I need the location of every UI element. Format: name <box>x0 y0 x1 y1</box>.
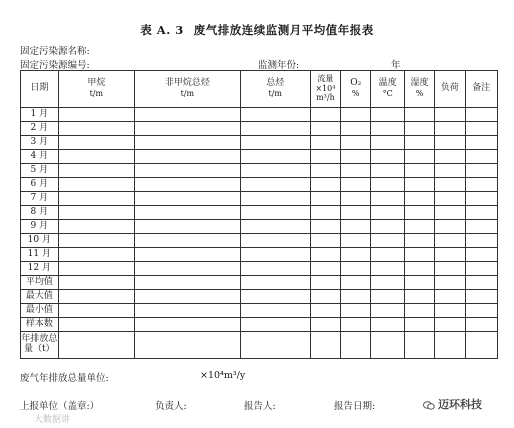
table-cell <box>435 164 465 178</box>
row-label: 平均值 <box>21 276 59 290</box>
annual-total-line <box>20 370 500 384</box>
table-cell <box>341 220 371 234</box>
col-header-3 <box>240 71 310 108</box>
row-label: 年排放总量（t） <box>21 332 59 359</box>
table-cell <box>58 206 134 220</box>
table-code: 表 A. 3 <box>140 23 184 37</box>
col-header-text: 负荷 <box>440 83 459 94</box>
table-cell <box>240 192 310 206</box>
col-header-text: O₂ <box>350 78 362 89</box>
table-cell <box>465 206 497 220</box>
table-cell <box>371 234 404 248</box>
row-label: 10 月 <box>21 234 59 248</box>
table-cell <box>465 108 497 122</box>
table-cell <box>341 206 371 220</box>
table-row <box>21 262 498 276</box>
table-cell <box>310 262 340 276</box>
table-cell <box>135 262 241 276</box>
table-cell <box>58 136 134 150</box>
col-header-text: 总烃 <box>266 78 285 89</box>
table-cell <box>240 276 310 290</box>
source-name-label: 固定污染源名称: <box>20 46 90 57</box>
table-cell <box>135 122 241 136</box>
table-cell <box>371 178 404 192</box>
row-label: 4 月 <box>21 150 59 164</box>
table-cell <box>240 290 310 304</box>
year-suffix: 年 <box>391 60 401 71</box>
table-cell <box>404 220 434 234</box>
table-row <box>21 108 498 122</box>
table-cell <box>404 234 434 248</box>
table-cell <box>310 150 340 164</box>
table-cell <box>371 136 404 150</box>
table-cell <box>135 206 241 220</box>
table-cell <box>465 262 497 276</box>
table-row <box>21 290 498 304</box>
table-cell <box>341 136 371 150</box>
table-cell <box>240 122 310 136</box>
col-header-5 <box>341 71 371 108</box>
col-header-unit: t/m <box>180 89 195 99</box>
col-header-text: 备注 <box>472 83 491 94</box>
table-cell <box>135 248 241 262</box>
table-cell <box>240 164 310 178</box>
table-row <box>21 234 498 248</box>
table-cell <box>435 206 465 220</box>
table-row <box>21 248 498 262</box>
row-label: 3 月 <box>21 136 59 150</box>
table-cell <box>341 262 371 276</box>
table-row <box>21 136 498 150</box>
table-cell <box>341 164 371 178</box>
table-row <box>21 318 498 332</box>
table-cell <box>135 290 241 304</box>
table-cell <box>58 276 134 290</box>
table-cell <box>435 192 465 206</box>
watermark-right-text: 迈环科技 <box>438 398 482 411</box>
table-cell <box>465 290 497 304</box>
table-cell <box>465 220 497 234</box>
table-cell <box>435 318 465 332</box>
table-cell <box>371 206 404 220</box>
table-cell <box>435 150 465 164</box>
table-cell <box>135 164 241 178</box>
annual-total-unit: ×10⁴m³/y <box>200 370 246 381</box>
row-label: 最大值 <box>21 290 59 304</box>
table-cell <box>435 276 465 290</box>
table-cell <box>341 192 371 206</box>
col-header-6 <box>371 71 404 108</box>
table-row <box>21 150 498 164</box>
table-cell <box>465 318 497 332</box>
col-header-text: 日期 <box>30 83 49 94</box>
report-title <box>0 22 514 38</box>
row-label: 11 月 <box>21 248 59 262</box>
table-cell <box>341 178 371 192</box>
table-cell <box>135 108 241 122</box>
table-cell <box>310 122 340 136</box>
table-cell <box>404 332 434 359</box>
row-label: 2 月 <box>21 122 59 136</box>
table-cell <box>58 234 134 248</box>
table-cell <box>371 164 404 178</box>
table-cell <box>240 304 310 318</box>
col-header-0 <box>21 71 59 108</box>
table-cell <box>465 136 497 150</box>
table-cell <box>58 248 134 262</box>
wechat-icon <box>423 401 435 410</box>
table-cell <box>465 150 497 164</box>
table-cell <box>404 192 434 206</box>
watermark-left <box>34 412 70 425</box>
table-cell <box>404 164 434 178</box>
table-cell <box>310 304 340 318</box>
table-cell <box>58 304 134 318</box>
annual-total-label: 废气年排放总量单位: <box>20 373 109 384</box>
table-cell <box>310 178 340 192</box>
table-cell <box>58 178 134 192</box>
table-cell <box>240 150 310 164</box>
row-label: 1 月 <box>21 108 59 122</box>
table-cell <box>435 262 465 276</box>
table-header-row <box>21 71 498 108</box>
table-cell <box>371 290 404 304</box>
source-id-label: 固定污染源编号: <box>20 60 90 71</box>
table-cell <box>310 248 340 262</box>
table-cell <box>135 332 241 359</box>
col-header-text: 非甲烷总烃 <box>164 78 210 89</box>
table-cell <box>310 332 340 359</box>
source-id-line <box>20 57 500 71</box>
responsible-label: 负责人: <box>155 401 187 412</box>
table-cell <box>435 122 465 136</box>
table-cell <box>135 304 241 318</box>
table-cell <box>135 220 241 234</box>
table-cell <box>135 276 241 290</box>
table-cell <box>435 220 465 234</box>
table-cell <box>435 178 465 192</box>
table-cell <box>371 332 404 359</box>
col-header-9 <box>465 71 497 108</box>
table-cell <box>310 136 340 150</box>
table-cell <box>310 318 340 332</box>
table-cell <box>135 150 241 164</box>
table-cell <box>465 304 497 318</box>
table-cell <box>58 192 134 206</box>
report-unit-label: 上报单位（盖章:） <box>20 401 100 412</box>
table-cell <box>58 122 134 136</box>
table-cell <box>341 150 371 164</box>
table-row <box>21 276 498 290</box>
table-cell <box>58 108 134 122</box>
watermark-left-text: 大数据讲 <box>34 415 71 425</box>
table-cell <box>404 318 434 332</box>
table-cell <box>240 248 310 262</box>
table-cell <box>135 318 241 332</box>
table-cell <box>404 290 434 304</box>
table-cell <box>404 178 434 192</box>
table-cell <box>240 332 310 359</box>
table-cell <box>404 248 434 262</box>
col-header-7 <box>404 71 434 108</box>
table-cell <box>58 318 134 332</box>
table-cell <box>58 164 134 178</box>
monitor-year-label: 监测年份: <box>258 60 300 71</box>
table-cell <box>240 136 310 150</box>
table-cell <box>404 206 434 220</box>
table-row <box>21 178 498 192</box>
col-header-unit: % <box>415 89 424 99</box>
table-cell <box>465 276 497 290</box>
col-header-unit: t/m <box>89 89 104 99</box>
table-cell <box>341 318 371 332</box>
table-cell <box>341 304 371 318</box>
row-label: 5 月 <box>21 164 59 178</box>
row-label: 6 月 <box>21 178 59 192</box>
table-row <box>21 164 498 178</box>
table-row <box>21 304 498 318</box>
table-row <box>21 206 498 220</box>
table-cell <box>371 108 404 122</box>
col-header-text: 流量 <box>317 74 334 84</box>
table-cell <box>310 276 340 290</box>
table-cell <box>435 332 465 359</box>
table-cell <box>435 108 465 122</box>
table-cell <box>58 332 134 359</box>
table-cell <box>135 178 241 192</box>
table-cell <box>371 192 404 206</box>
table-cell <box>435 234 465 248</box>
table-cell <box>341 234 371 248</box>
table-cell <box>465 332 497 359</box>
table-cell <box>341 108 371 122</box>
col-header-text: 甲烷 <box>87 78 106 89</box>
table-cell <box>310 164 340 178</box>
table-cell <box>435 248 465 262</box>
table-cell <box>135 136 241 150</box>
table-cell <box>371 150 404 164</box>
table-cell <box>404 136 434 150</box>
table-cell <box>435 136 465 150</box>
col-header-4 <box>310 71 340 108</box>
table-cell <box>435 290 465 304</box>
table-cell <box>240 318 310 332</box>
table-cell <box>310 220 340 234</box>
row-label: 9 月 <box>21 220 59 234</box>
col-header-1 <box>58 71 134 108</box>
source-name-line <box>20 43 90 57</box>
table-cell <box>341 248 371 262</box>
table-cell <box>371 318 404 332</box>
table-cell <box>435 304 465 318</box>
table-cell <box>371 248 404 262</box>
table-cell <box>240 220 310 234</box>
table-cell <box>371 262 404 276</box>
table-cell <box>404 304 434 318</box>
table-cell <box>465 248 497 262</box>
row-label: 8 月 <box>21 206 59 220</box>
table-cell <box>465 192 497 206</box>
table-cell <box>404 276 434 290</box>
col-header-unit: ×10⁴ m³/h <box>315 84 336 102</box>
table-cell <box>135 234 241 248</box>
report-date-label: 报告日期: <box>334 401 376 412</box>
table-cell <box>371 276 404 290</box>
table-cell <box>341 332 371 359</box>
table-cell <box>58 220 134 234</box>
table-cell <box>240 108 310 122</box>
table-cell <box>341 290 371 304</box>
table-row <box>21 220 498 234</box>
table-cell <box>58 150 134 164</box>
reporter-label: 报告人: <box>244 401 276 412</box>
table-cell <box>240 234 310 248</box>
table-cell <box>240 178 310 192</box>
table-cell <box>371 304 404 318</box>
table-cell <box>404 262 434 276</box>
table-row <box>21 122 498 136</box>
table-cell <box>404 150 434 164</box>
table-cell <box>240 262 310 276</box>
row-label: 最小值 <box>21 304 59 318</box>
col-header-unit: t/m <box>268 89 282 99</box>
table-cell <box>465 164 497 178</box>
col-header-2 <box>135 71 241 108</box>
row-label: 样本数 <box>21 318 59 332</box>
table-cell <box>240 206 310 220</box>
row-label: 12 月 <box>21 262 59 276</box>
monthly-report-table <box>20 70 498 359</box>
table-cell <box>341 276 371 290</box>
row-label: 7 月 <box>21 192 59 206</box>
table-cell <box>404 122 434 136</box>
table-body <box>21 108 498 359</box>
col-header-unit: % <box>351 89 360 99</box>
col-header-text: 温度 <box>378 78 397 89</box>
table-cell <box>465 122 497 136</box>
table-cell <box>58 262 134 276</box>
col-header-unit: °C <box>382 89 393 99</box>
table-cell <box>465 178 497 192</box>
table-cell <box>58 290 134 304</box>
table-cell <box>310 108 340 122</box>
table-row <box>21 192 498 206</box>
table-cell <box>465 234 497 248</box>
table-cell <box>310 192 340 206</box>
table-title-text: 废气排放连续监测月平均值年报表 <box>193 23 374 37</box>
table-row <box>21 332 498 359</box>
table-cell <box>371 220 404 234</box>
table-cell <box>371 122 404 136</box>
table-cell <box>135 192 241 206</box>
col-header-text: 湿度 <box>410 78 429 89</box>
col-header-8 <box>435 71 465 108</box>
table-cell <box>310 234 340 248</box>
table-cell <box>341 122 371 136</box>
table-cell <box>404 108 434 122</box>
table-cell <box>310 206 340 220</box>
watermark-right <box>423 396 482 412</box>
table-cell <box>310 290 340 304</box>
